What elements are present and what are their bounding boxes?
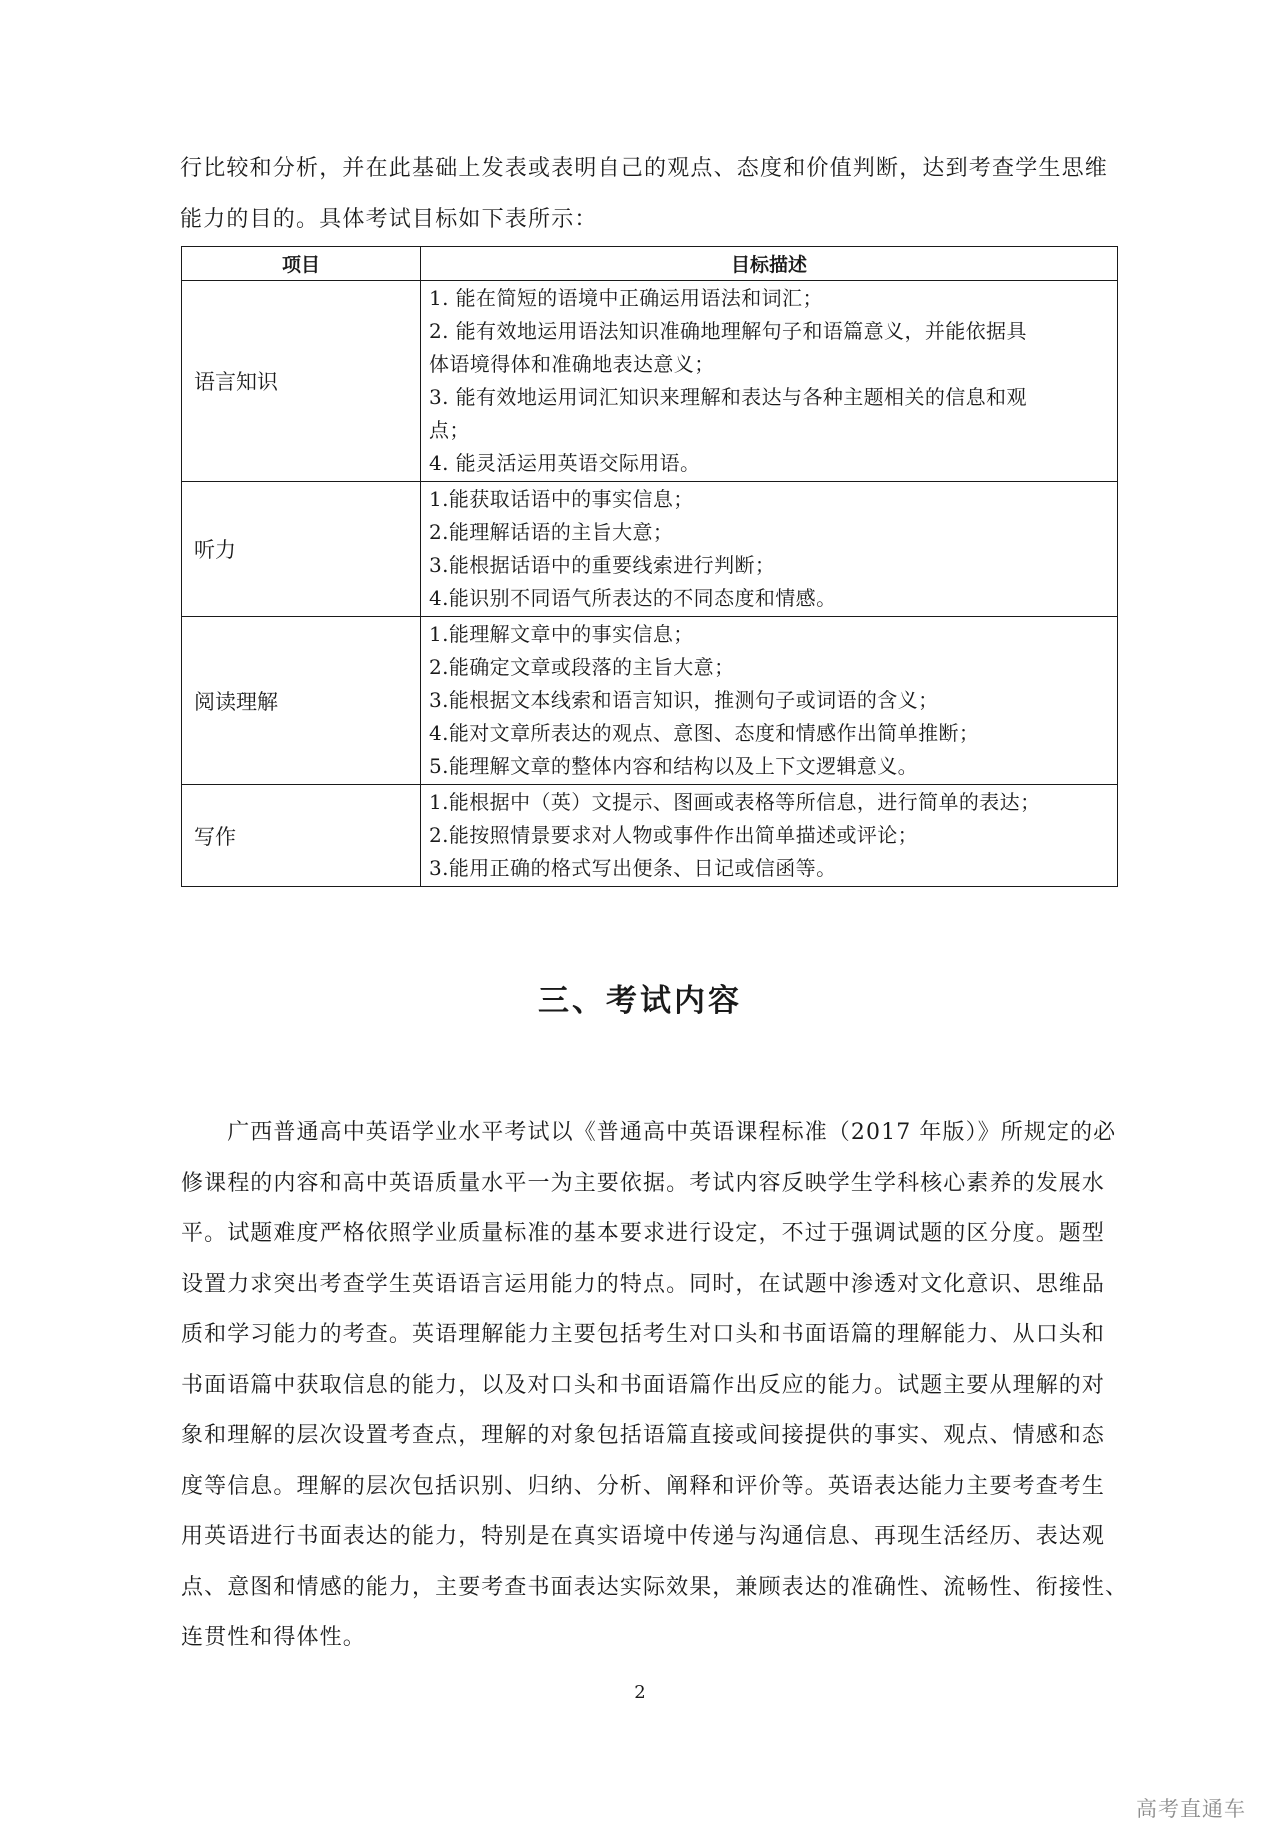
exam-objectives-table	[181, 246, 1118, 887]
description-line: 3.能用正确的格式写出便条、日记或信函等。	[429, 856, 837, 880]
intro-paragraph	[180, 143, 1130, 245]
description-line: 1.能获取话语中的事实信息；	[429, 487, 694, 511]
description-line: 4.能识别不同语气所表达的不同态度和情感。	[429, 586, 837, 610]
table-row-listening	[182, 482, 1118, 617]
table-row-writing	[182, 785, 1118, 887]
description-line: 3.能根据文本线索和语言知识，推测句子或词语的含义；	[429, 688, 939, 712]
table-row-reading	[182, 617, 1118, 785]
description-cell	[421, 785, 1118, 887]
description-line: 2.能按照情景要求对人物或事件作出简单描述或评论；	[429, 823, 919, 847]
description-line: 3. 能有效地运用词汇知识来理解和表达与各种主题相关的信息和观	[429, 385, 1027, 409]
description-line: 1. 能在简短的语境中正确运用语法和词汇；	[429, 286, 823, 310]
intro-line: 能力的目的。具体考试目标如下表所示：	[180, 207, 598, 232]
description-line: 2.能确定文章或段落的主旨大意；	[429, 655, 735, 679]
category-cell: 听力	[182, 482, 421, 617]
description-line: 4.能对文章所表达的观点、意图、态度和情感作出简单推断；	[429, 721, 980, 745]
body-line: 连贯性和得体性。	[181, 1625, 366, 1650]
header-item: 项目	[182, 247, 421, 281]
body-line: 用英语进行书面表达的能力，特别是在真实语境中传递与沟通信息、再现生活经历、表达观	[181, 1524, 1106, 1549]
description-line: 2.能理解话语的主旨大意；	[429, 520, 674, 544]
table-row-language-knowledge	[182, 281, 1118, 482]
category-cell: 语言知识	[182, 281, 421, 482]
body-line: 象和理解的层次设置考查点，理解的对象包括语篇直接或间接提供的事实、观点、情感和态	[181, 1423, 1106, 1448]
watermark-text: 高考直通车	[1136, 1797, 1246, 1821]
description-line: 1.能理解文章中的事实信息；	[429, 622, 694, 646]
category-cell: 阅读理解	[182, 617, 421, 785]
category-cell: 写作	[182, 785, 421, 887]
body-line: 修课程的内容和高中英语质量水平一为主要依据。考试内容反映学生学科核心素养的发展水	[181, 1170, 1106, 1196]
description-line: 点；	[429, 418, 470, 442]
description-line: 体语境得体和准确地表达意义；	[429, 352, 715, 376]
body-line: 广西普通高中英语学业水平考试以《普通高中英语课程标准（2017 年版）》所规定的必	[181, 1120, 1117, 1145]
description-line: 3.能根据话语中的重要线索进行判断；	[429, 553, 776, 577]
body-line: 平。试题难度严格依照学业质量标准的基本要求进行设定，不过于强调试题的区分度。题型	[181, 1221, 1106, 1246]
body-line: 度等信息。理解的层次包括识别、归纳、分析、阐释和评价等。英语表达能力主要考查考生	[181, 1473, 1106, 1499]
section-heading: 三、考试内容	[538, 983, 742, 1019]
body-line: 点、意图和情感的能力，主要考查书面表达实际效果，兼顾表达的准确性、流畅性、衔接性、	[181, 1574, 1129, 1600]
description-cell	[421, 482, 1118, 617]
description-line: 4. 能灵活运用英语交际用语。	[429, 451, 701, 475]
body-line: 质和学习能力的考查。英语理解能力主要包括考生对口头和书面语篇的理解能力、从口头和	[181, 1322, 1106, 1347]
description-line: 5.能理解文章的整体内容和结构以及上下文逻辑意义。	[429, 754, 919, 778]
description-line: 1.能根据中（英）文提示、图画或表格等所信息，进行简单的表达；	[429, 790, 1041, 814]
body-line: 书面语篇中获取信息的能力，以及对口头和书面语篇作出反应的能力。试题主要从理解的对	[181, 1372, 1106, 1398]
description-cell	[421, 281, 1118, 482]
page-number: 2	[634, 1682, 646, 1703]
header-description: 目标描述	[421, 247, 1118, 281]
description-line: 2. 能有效地运用语法知识准确地理解句子和语篇意义，并能依据具	[429, 319, 1027, 343]
description-cell	[421, 617, 1118, 785]
intro-line: 行比较和分析，并在此基础上发表或表明自己的观点、态度和价值判断，达到考查学生思维	[180, 156, 1109, 181]
body-line: 设置力求突出考查学生英语语言运用能力的特点。同时，在试题中渗透对文化意识、思维品	[181, 1271, 1106, 1297]
body-paragraph	[181, 1108, 1129, 1664]
table-header-row	[182, 247, 1118, 281]
